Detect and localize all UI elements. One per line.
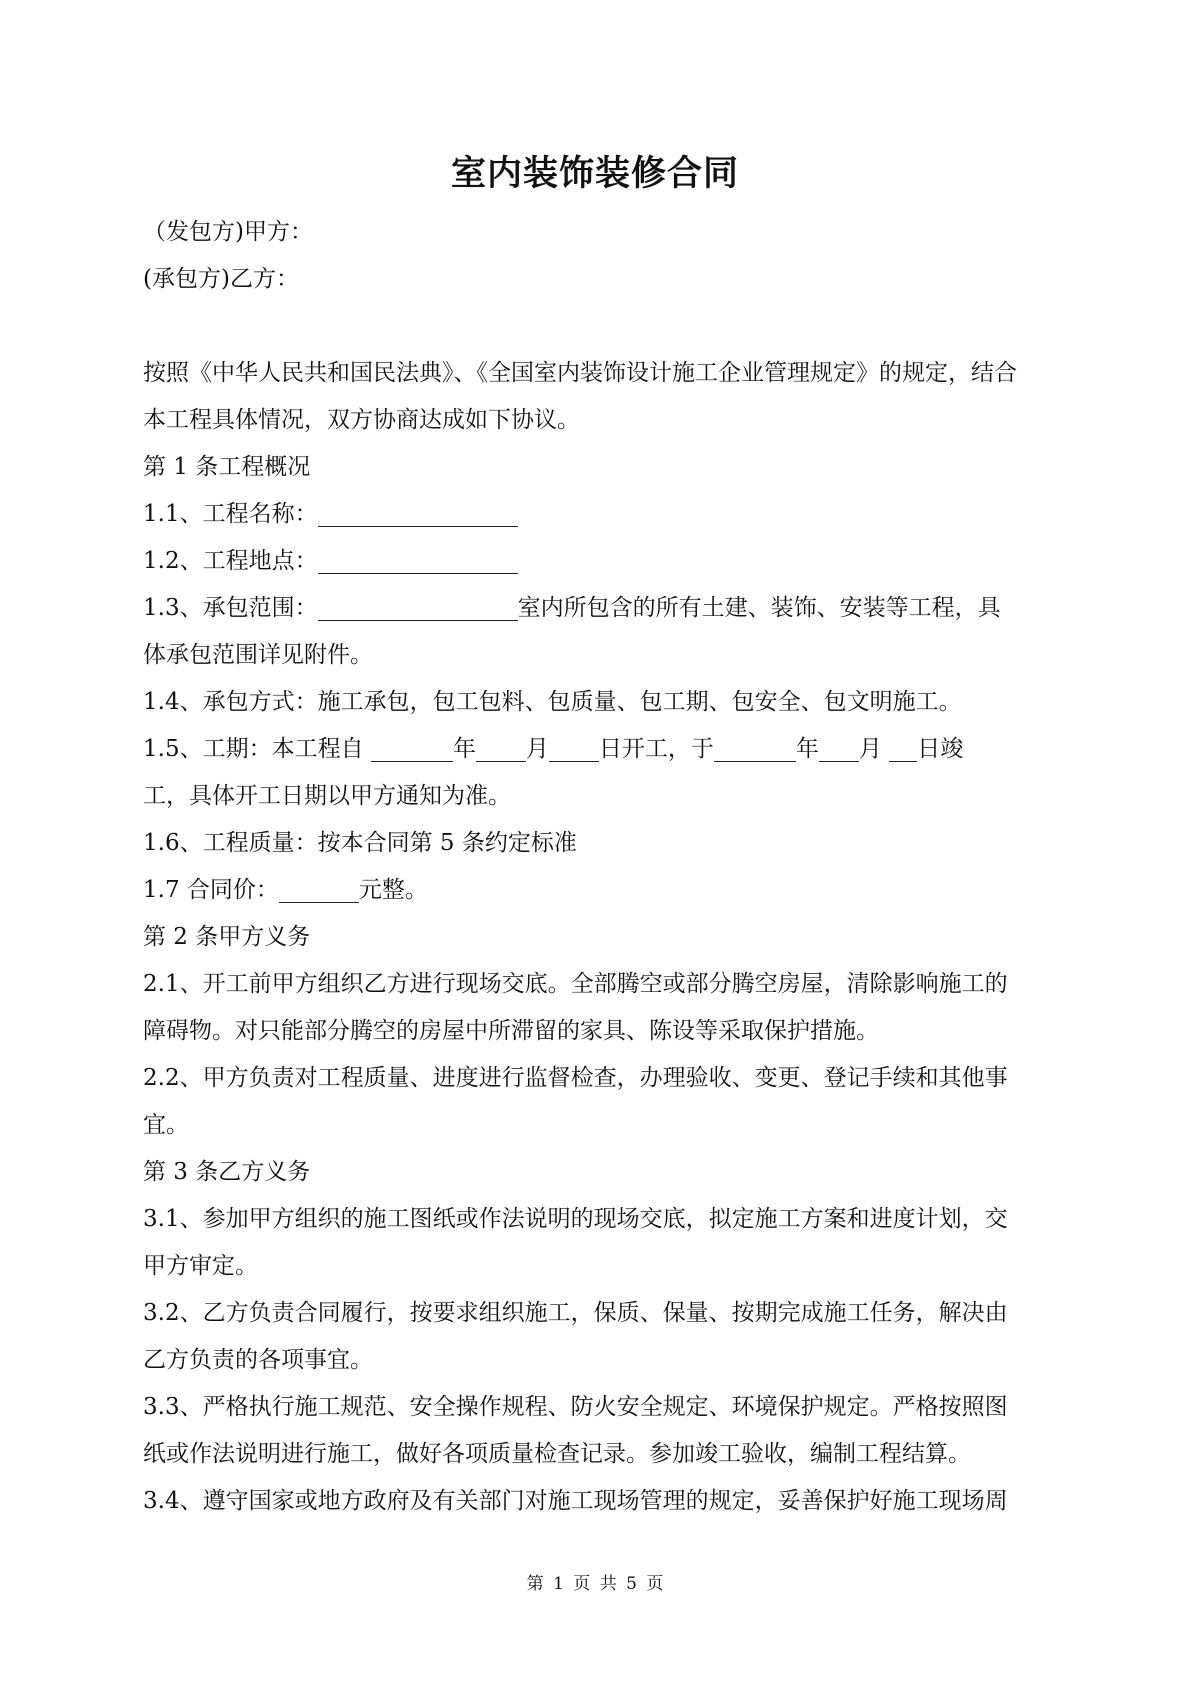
start-month-label: 月 xyxy=(525,736,549,762)
clause-1-4: 1.4、承包方式：施工承包，包工包料、包质量、包工期、包安全、包文明施工。 xyxy=(143,689,962,715)
end-year-blank xyxy=(714,735,796,762)
clause-1-3-label: 1.3、承包范围： xyxy=(143,595,318,621)
end-month-label: 月 xyxy=(858,736,890,762)
clause-1-5-label: 1.5、工期：本工程自 xyxy=(143,736,371,762)
clause-1-5-cont: 工，具体开工日期以甲方通知为准。 xyxy=(143,783,511,809)
start-day-label: 日开工，于 xyxy=(598,736,714,762)
end-year-label: 年 xyxy=(795,736,819,762)
party-b-line: (承包方)乙方： xyxy=(143,266,299,292)
clause-3-3-cont: 纸或作法说明进行施工，做好各项质量检查记录。参加竣工验收，编制工程结算。 xyxy=(143,1441,971,1467)
contract-price-blank xyxy=(279,876,359,903)
page-number-footer: 第 1 页 共 5 页 xyxy=(526,1574,664,1594)
start-year-blank xyxy=(371,735,453,762)
clause-1-5 xyxy=(143,726,1053,773)
end-day-label: 日竣 xyxy=(917,736,964,762)
clause-1-7-unit: 元整。 xyxy=(358,877,428,903)
clause-1-1 xyxy=(143,491,1053,538)
clause-2-1: 2.1、开工前甲方组织乙方进行现场交底。全部腾空或部分腾空房屋，清除影响施工的 xyxy=(143,971,1008,997)
party-a-line: （发包方)甲方： xyxy=(143,219,313,245)
intro-line-2: 本工程具体情况，双方协商达成如下协议。 xyxy=(143,407,580,433)
clause-1-3 xyxy=(143,585,1053,632)
document-body xyxy=(143,209,1053,1525)
article-3-heading: 第 3 条乙方义务 xyxy=(143,1159,311,1185)
end-month-blank xyxy=(819,735,859,762)
contract-scope-blank xyxy=(318,594,518,621)
clause-1-7 xyxy=(143,867,1053,914)
intro-line-1: 按照《中华人民共和国民法典》、《全国室内装饰设计施工企业管理规定》的规定，结合 xyxy=(143,360,1017,386)
document-title: 室内装饰装修合同 xyxy=(450,153,739,194)
project-location-blank xyxy=(318,547,518,574)
end-day-blank xyxy=(889,735,917,762)
clause-1-6: 1.6、工程质量：按本合同第 5 条约定标准 xyxy=(143,830,577,856)
clause-2-2-cont: 宜。 xyxy=(143,1112,189,1138)
clause-3-4: 3.4、遵守国家或地方政府及有关部门对施工现场管理的规定，妥善保护好施工现场周 xyxy=(143,1488,1008,1514)
clause-3-2: 3.2、乙方负责合同履行，按要求组织施工，保质、保量、按期完成施工任务，解决由 xyxy=(143,1300,1008,1326)
start-day-blank xyxy=(549,735,599,762)
clause-3-1-cont: 甲方审定。 xyxy=(143,1253,258,1279)
clause-1-2-label: 1.2、工程地点： xyxy=(143,548,318,574)
article-1-heading: 第 1 条工程概况 xyxy=(143,454,311,480)
project-name-blank xyxy=(318,500,518,527)
start-month-blank xyxy=(476,735,526,762)
clause-1-2 xyxy=(143,538,1053,585)
clause-1-3-text: 室内所包含的所有土建、装饰、安装等工程，具 xyxy=(517,595,1001,621)
clause-1-3-cont: 体承包范围详见附件。 xyxy=(143,642,373,668)
clause-2-1-cont: 障碍物。对只能部分腾空的房屋中所滞留的家具、陈设等采取保护措施。 xyxy=(143,1018,879,1044)
clause-1-7-label: 1.7 合同价： xyxy=(143,877,279,903)
article-2-heading: 第 2 条甲方义务 xyxy=(143,924,311,950)
blank-line xyxy=(143,303,1053,350)
clause-1-1-label: 1.1、工程名称： xyxy=(143,501,318,527)
start-year-label: 年 xyxy=(452,736,476,762)
clause-3-3: 3.3、严格执行施工规范、安全操作规程、防火安全规定、环境保护规定。严格按照图 xyxy=(143,1394,1008,1420)
clause-2-2: 2.2、甲方负责对工程质量、进度进行监督检查，办理验收、变更、登记手续和其他事 xyxy=(143,1065,1008,1091)
clause-3-2-cont: 乙方负责的各项事宜。 xyxy=(143,1347,373,1373)
clause-3-1: 3.1、参加甲方组织的施工图纸或作法说明的现场交底，拟定施工方案和进度计划，交 xyxy=(143,1206,1008,1232)
